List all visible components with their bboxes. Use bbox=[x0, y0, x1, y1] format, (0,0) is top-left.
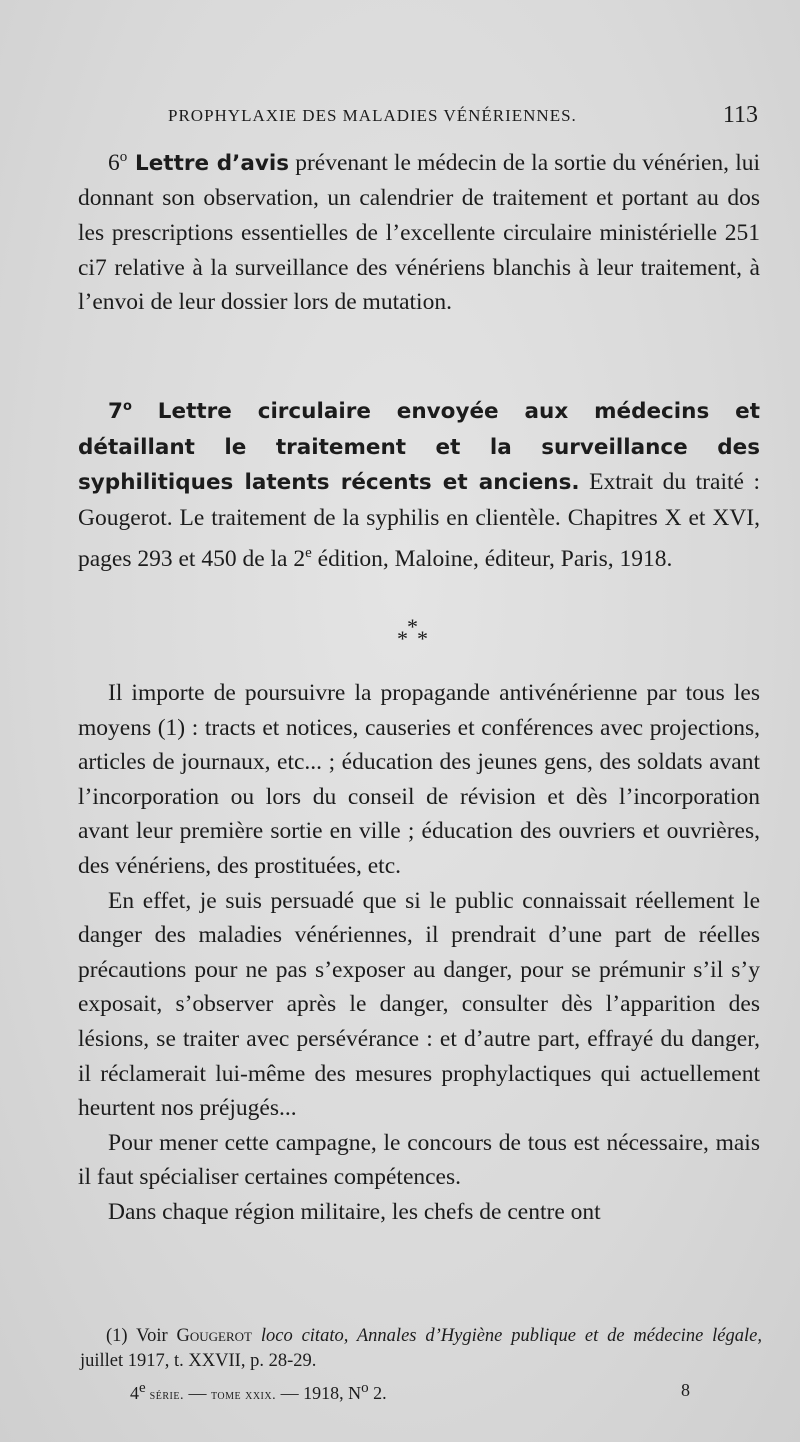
year-issue: 1918, N bbox=[303, 1383, 362, 1403]
footnote-marker: (1) bbox=[106, 1326, 128, 1346]
list-item-7-paragraph bbox=[78, 390, 760, 576]
footnote-author: Gougerot bbox=[176, 1326, 252, 1346]
issue-number: 2. bbox=[368, 1383, 387, 1403]
asterism-star-right: * bbox=[417, 626, 428, 651]
tome-label: tome xxix. bbox=[210, 1388, 277, 1403]
sheet-signature-number: 8 bbox=[681, 1380, 690, 1400]
paragraph-en-effet: En effet, je suis persuadé que si le public connaissait réellement le danger des maladies vénériennes, il prendrait d’une part de réelles précautions pour ne pas s’exposer au danger, pour se prémunir s’il s’y exposait, s’observer après le danger, consulter dès l’apparition des lésions, se traiter avec persévérance : et d’autre part, effrayé du danger, il réclamerait lui-même des mesures prophylactiques qui actuellement heurtent nos préjugés... bbox=[78, 887, 760, 1122]
list-item-6-paragraph bbox=[78, 140, 760, 320]
page-number: 113 bbox=[722, 102, 758, 128]
paragraph-region-militaire: Dans chaque région militaire, les chefs de centre ont bbox=[108, 1198, 601, 1225]
list-item-7 bbox=[78, 390, 760, 576]
item-7-ordinal: 7 bbox=[108, 399, 123, 425]
series-number: 4 bbox=[130, 1383, 139, 1403]
issue-no-sup: o bbox=[361, 1380, 369, 1396]
footnote-lead: Voir bbox=[127, 1326, 177, 1346]
item-6-title: Lettre d’avis bbox=[127, 150, 290, 176]
dash-2: — bbox=[276, 1383, 304, 1403]
paragraph-campagne: Pour mener cette campagne, le concours de tous est nécessaire, mais il faut spécialiser certaines compétences. bbox=[78, 1129, 760, 1191]
item-7-text-a: Extrait du traité : Gougerot. Le traitement de la syphilis en clientèle. Chapitres X et XVI, pages 293 et 450 de la 2 bbox=[78, 469, 760, 572]
item-7-edition-sup: e bbox=[305, 544, 312, 561]
paragraph-propagande: Il importe de poursuivre la propagande antivénérienne par tous les moyens (1) : tracts et notices, causeries et conférences avec projections, articles de journaux, etc... ; éducation des jeunes gens, des soldats avant l’incorporation ou lors du conseil de révision et dès l’incorporation avant leur première sortie en ville ; éducation des ouvriers et ouvrières, des vénériens, des prostituées, etc. bbox=[78, 680, 760, 879]
item-7-title: Lettre circulaire envoyée aux médecins et détaillant le traitement et la surveillance des syphilitiques latents récents et anciens. bbox=[78, 399, 760, 496]
item-6-ordinal-sup: o bbox=[119, 149, 128, 165]
running-head bbox=[168, 104, 758, 128]
series-number-sup: e bbox=[139, 1380, 146, 1396]
running-head-title: PROPHYLAXIE DES MALADIES VÉNÉRIENNES. bbox=[168, 106, 577, 125]
footnote bbox=[80, 1324, 762, 1374]
item-6-ordinal: 6 bbox=[108, 149, 120, 176]
asterism-star-left: * bbox=[397, 626, 408, 651]
footnote-details: juillet 1917, t. XXVII, p. 28-29. bbox=[80, 1351, 317, 1371]
series-info bbox=[130, 1380, 387, 1404]
footnote-reference: loco citato, Annales d’Hygiène publique et de médecine légale, bbox=[251, 1326, 762, 1346]
item-7-text-b: édition, Maloine, éditeur, Paris, 1918. bbox=[311, 545, 673, 572]
asterism-separator bbox=[397, 614, 457, 654]
asterism-star-top: * bbox=[407, 614, 418, 639]
signature-line bbox=[130, 1380, 690, 1406]
item-7-ordinal-sup: o bbox=[122, 399, 132, 414]
list-item-6 bbox=[78, 140, 760, 320]
item-6-text: prévenant le médecin de la sortie du vénérien, lui donnant son observation, un calendrier de traitement et portant au dos les prescriptions essentielles de l’excellente circulaire ministérielle 251 ci7 relative à la surveillance des vénériens blanchis à leur traitement, à l’envoi de leur dossier lors de mutation. bbox=[78, 149, 760, 316]
series-word: série. bbox=[145, 1388, 184, 1403]
dash-1: — bbox=[183, 1383, 211, 1403]
main-text bbox=[78, 676, 760, 1230]
